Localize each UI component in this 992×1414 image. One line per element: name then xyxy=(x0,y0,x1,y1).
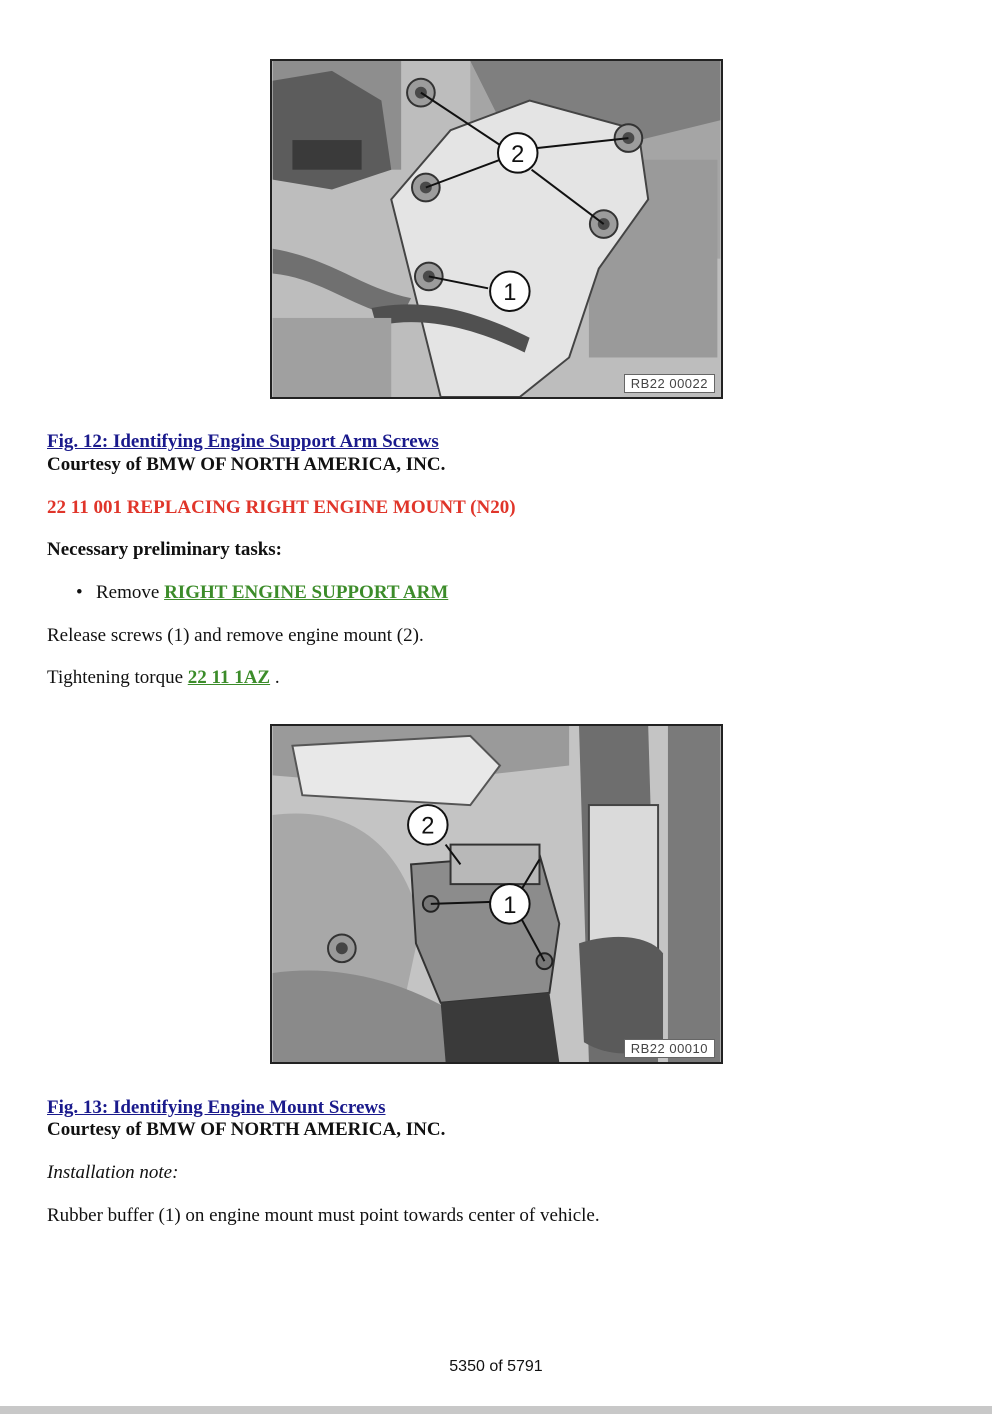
figure-12-link[interactable]: Fig. 12: Identifying Engine Support Arm Screws xyxy=(47,431,439,452)
torque-spec-link[interactable]: 22 11 1AZ xyxy=(187,667,271,688)
bullet-prefix: Remove xyxy=(96,582,165,603)
torque-suffix: . xyxy=(270,667,280,688)
figure-12-caption xyxy=(47,431,439,453)
engine-support-arm-illustration xyxy=(272,61,721,397)
torque-prefix: Tightening torque xyxy=(47,667,188,688)
installation-note-text: Rubber buffer (1) on engine mount must point towards center of vehicle. xyxy=(47,1205,600,1226)
page-number: 5350 of 5791 xyxy=(449,1358,543,1375)
engine-mount-illustration xyxy=(272,726,721,1062)
figure-13-link[interactable]: Fig. 13: Identifying Engine Mount Screws xyxy=(47,1097,386,1118)
right-engine-support-arm-link[interactable]: RIGHT ENGINE SUPPORT ARM xyxy=(164,582,449,603)
bullet-dot: • xyxy=(76,582,83,603)
figure-image-id: RB22 00022 xyxy=(624,374,715,393)
figure-13-courtesy: Courtesy of BMW OF NORTH AMERICA, INC. xyxy=(47,1119,446,1140)
preliminary-tasks-label: Necessary preliminary tasks: xyxy=(47,539,283,560)
figure-image-id: RB22 00010 xyxy=(624,1039,715,1058)
tightening-torque xyxy=(47,667,280,689)
figure-12-courtesy: Courtesy of BMW OF NORTH AMERICA, INC. xyxy=(47,454,446,475)
figure-engine-support-arm xyxy=(270,59,723,399)
bottom-scrollbar xyxy=(0,1406,992,1414)
figure-engine-mount xyxy=(270,724,723,1064)
callout-2: 2 xyxy=(421,813,435,840)
section-title: 22 11 001 REPLACING RIGHT ENGINE MOUNT (N20) xyxy=(47,497,516,518)
figure-13-caption xyxy=(47,1097,386,1119)
step-release-screws: Release screws (1) and remove engine mount (2). xyxy=(47,625,424,646)
bullet-item xyxy=(76,582,448,604)
callout-1: 1 xyxy=(503,280,517,307)
callout-1: 1 xyxy=(503,892,517,919)
installation-note-label: Installation note: xyxy=(47,1162,179,1183)
callout-2: 2 xyxy=(511,141,525,168)
